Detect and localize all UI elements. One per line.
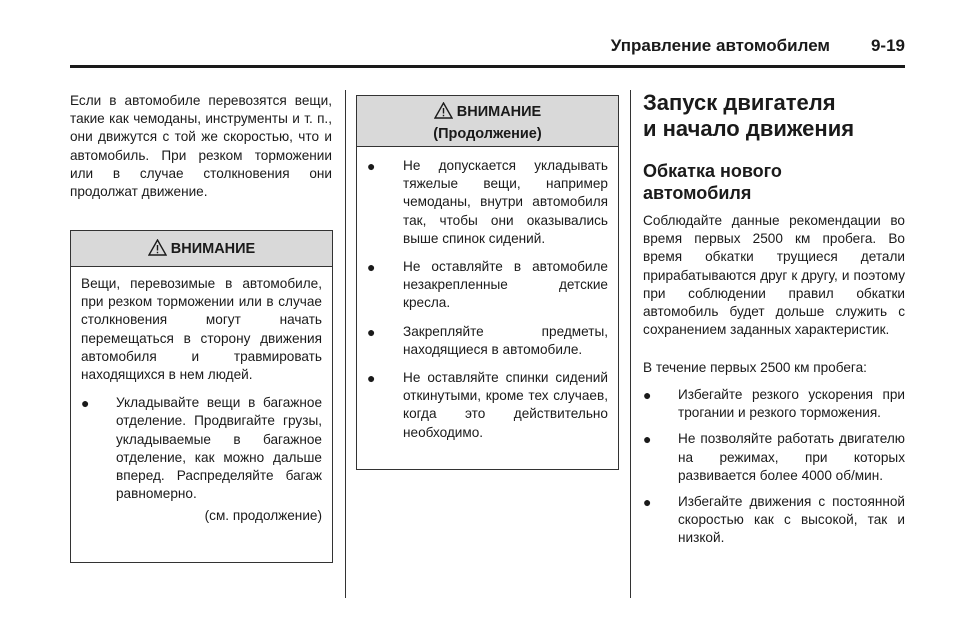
subsection-title-line: автомобиля [643, 183, 752, 203]
middle-bullet-item [367, 258, 608, 313]
warning-triangle-icon [434, 102, 453, 125]
breakin-lead: В течение первых 2500 км пробега: [643, 360, 867, 375]
bullet-marker: ● [367, 370, 376, 387]
warning-triangle-icon [148, 239, 167, 262]
bullet-marker: ● [367, 259, 376, 276]
middle-bullet-item [367, 157, 608, 248]
middle-bullet-text: Не допускается укладывать тяжелые вещи, например чемоданы, внутри автомобиля так, чтобы они оказывались выше спинок сидений. [403, 158, 608, 246]
warning-continued-title: ВНИМАНИЕ [456, 104, 542, 120]
bullet-marker: ● [81, 395, 90, 412]
warning-continued-box [356, 95, 619, 470]
running-header-title: Управление автомобилем [610, 36, 830, 55]
bullet-marker: ● [643, 431, 652, 448]
subsection-title-line: Обкатка нового [643, 161, 782, 181]
bullet-marker: ● [643, 387, 652, 403]
breakin-paragraph: Соблюдайте данные рекомендации во время первых 2500 км пробега. Во время обкатки трущиеся детали прирабатываются друг к другу, и поэтому при соблюдении правил обкатки автомобиль будет дольше служить с сохранением заданных характеристик. [643, 213, 905, 338]
column-separator-left [345, 90, 346, 598]
breakin-bullet-text: Избегайте движения с постоянной скоростью как с высокой, так и низкой. [678, 494, 905, 546]
bullet-marker: ● [367, 158, 376, 174]
column-separator-right [630, 90, 631, 598]
warning-continued-header [357, 96, 618, 147]
middle-bullet-text: Закрепляйте предметы, находящиеся в автомобиле. [403, 323, 608, 357]
middle-bullet-item [367, 323, 608, 359]
breakin-bullet-item [643, 430, 905, 485]
intro-paragraph: Если в автомобиле перевозятся вещи, такие как чемоданы, инструменты и т. п., они движутся с той же скоростью, что и автомобиль. При резком торможении или в случае столкновения они продолжат движение. [70, 93, 332, 200]
bullet-marker: ● [367, 323, 376, 340]
warning-header [71, 231, 332, 267]
section-title-line: Запуск двигателя [643, 90, 836, 115]
warning-box [70, 230, 333, 563]
warning-text: Вещи, перевозимые в автомобиле, при резком торможении или в случае столкновения могут начать перемещаться в сторону движения автомобиля и травмировать находящихся в нем людей. [81, 276, 322, 383]
warning-bullet-text: Укладывайте вещи в багажное отделение. Продвигайте грузы, укладываемые в багажное отделение, как можно дальше вперед. Распределяйте багаж равномерно. [116, 395, 322, 502]
section-title [643, 90, 905, 142]
breakin-bullet-item [643, 386, 905, 422]
continued-note: (см. продолжение) [204, 508, 322, 524]
breakin-bullet-list [643, 386, 905, 548]
warning-title: ВНИМАНИЕ [170, 241, 256, 257]
breakin-bullet-item [643, 493, 905, 548]
middle-bullet-text: Не оставляйте в автомобиле незакрепленные детские кресла. [403, 259, 608, 311]
warning-continued-subtitle: (Продолжение) [433, 126, 542, 142]
middle-bullet-text: Не оставляйте спинки сидений откинутыми, кроме тех случаев, когда это действительно необходимо. [403, 370, 608, 440]
middle-bullet-item [367, 369, 608, 442]
warning-bullet-item [81, 394, 322, 503]
header-rule [70, 65, 905, 68]
section-title-line: и начало движения [643, 116, 855, 141]
breakin-bullet-text: Избегайте резкого ускорения при трогании и резкого торможения. [678, 387, 905, 421]
subsection-title [643, 160, 905, 204]
breakin-bullet-text: Не позволяйте работать двигателю на режимах, при которых развивается более 4000 об/мин. [678, 431, 905, 483]
page-number: 9-19 [870, 36, 905, 55]
bullet-marker: ● [643, 494, 652, 511]
